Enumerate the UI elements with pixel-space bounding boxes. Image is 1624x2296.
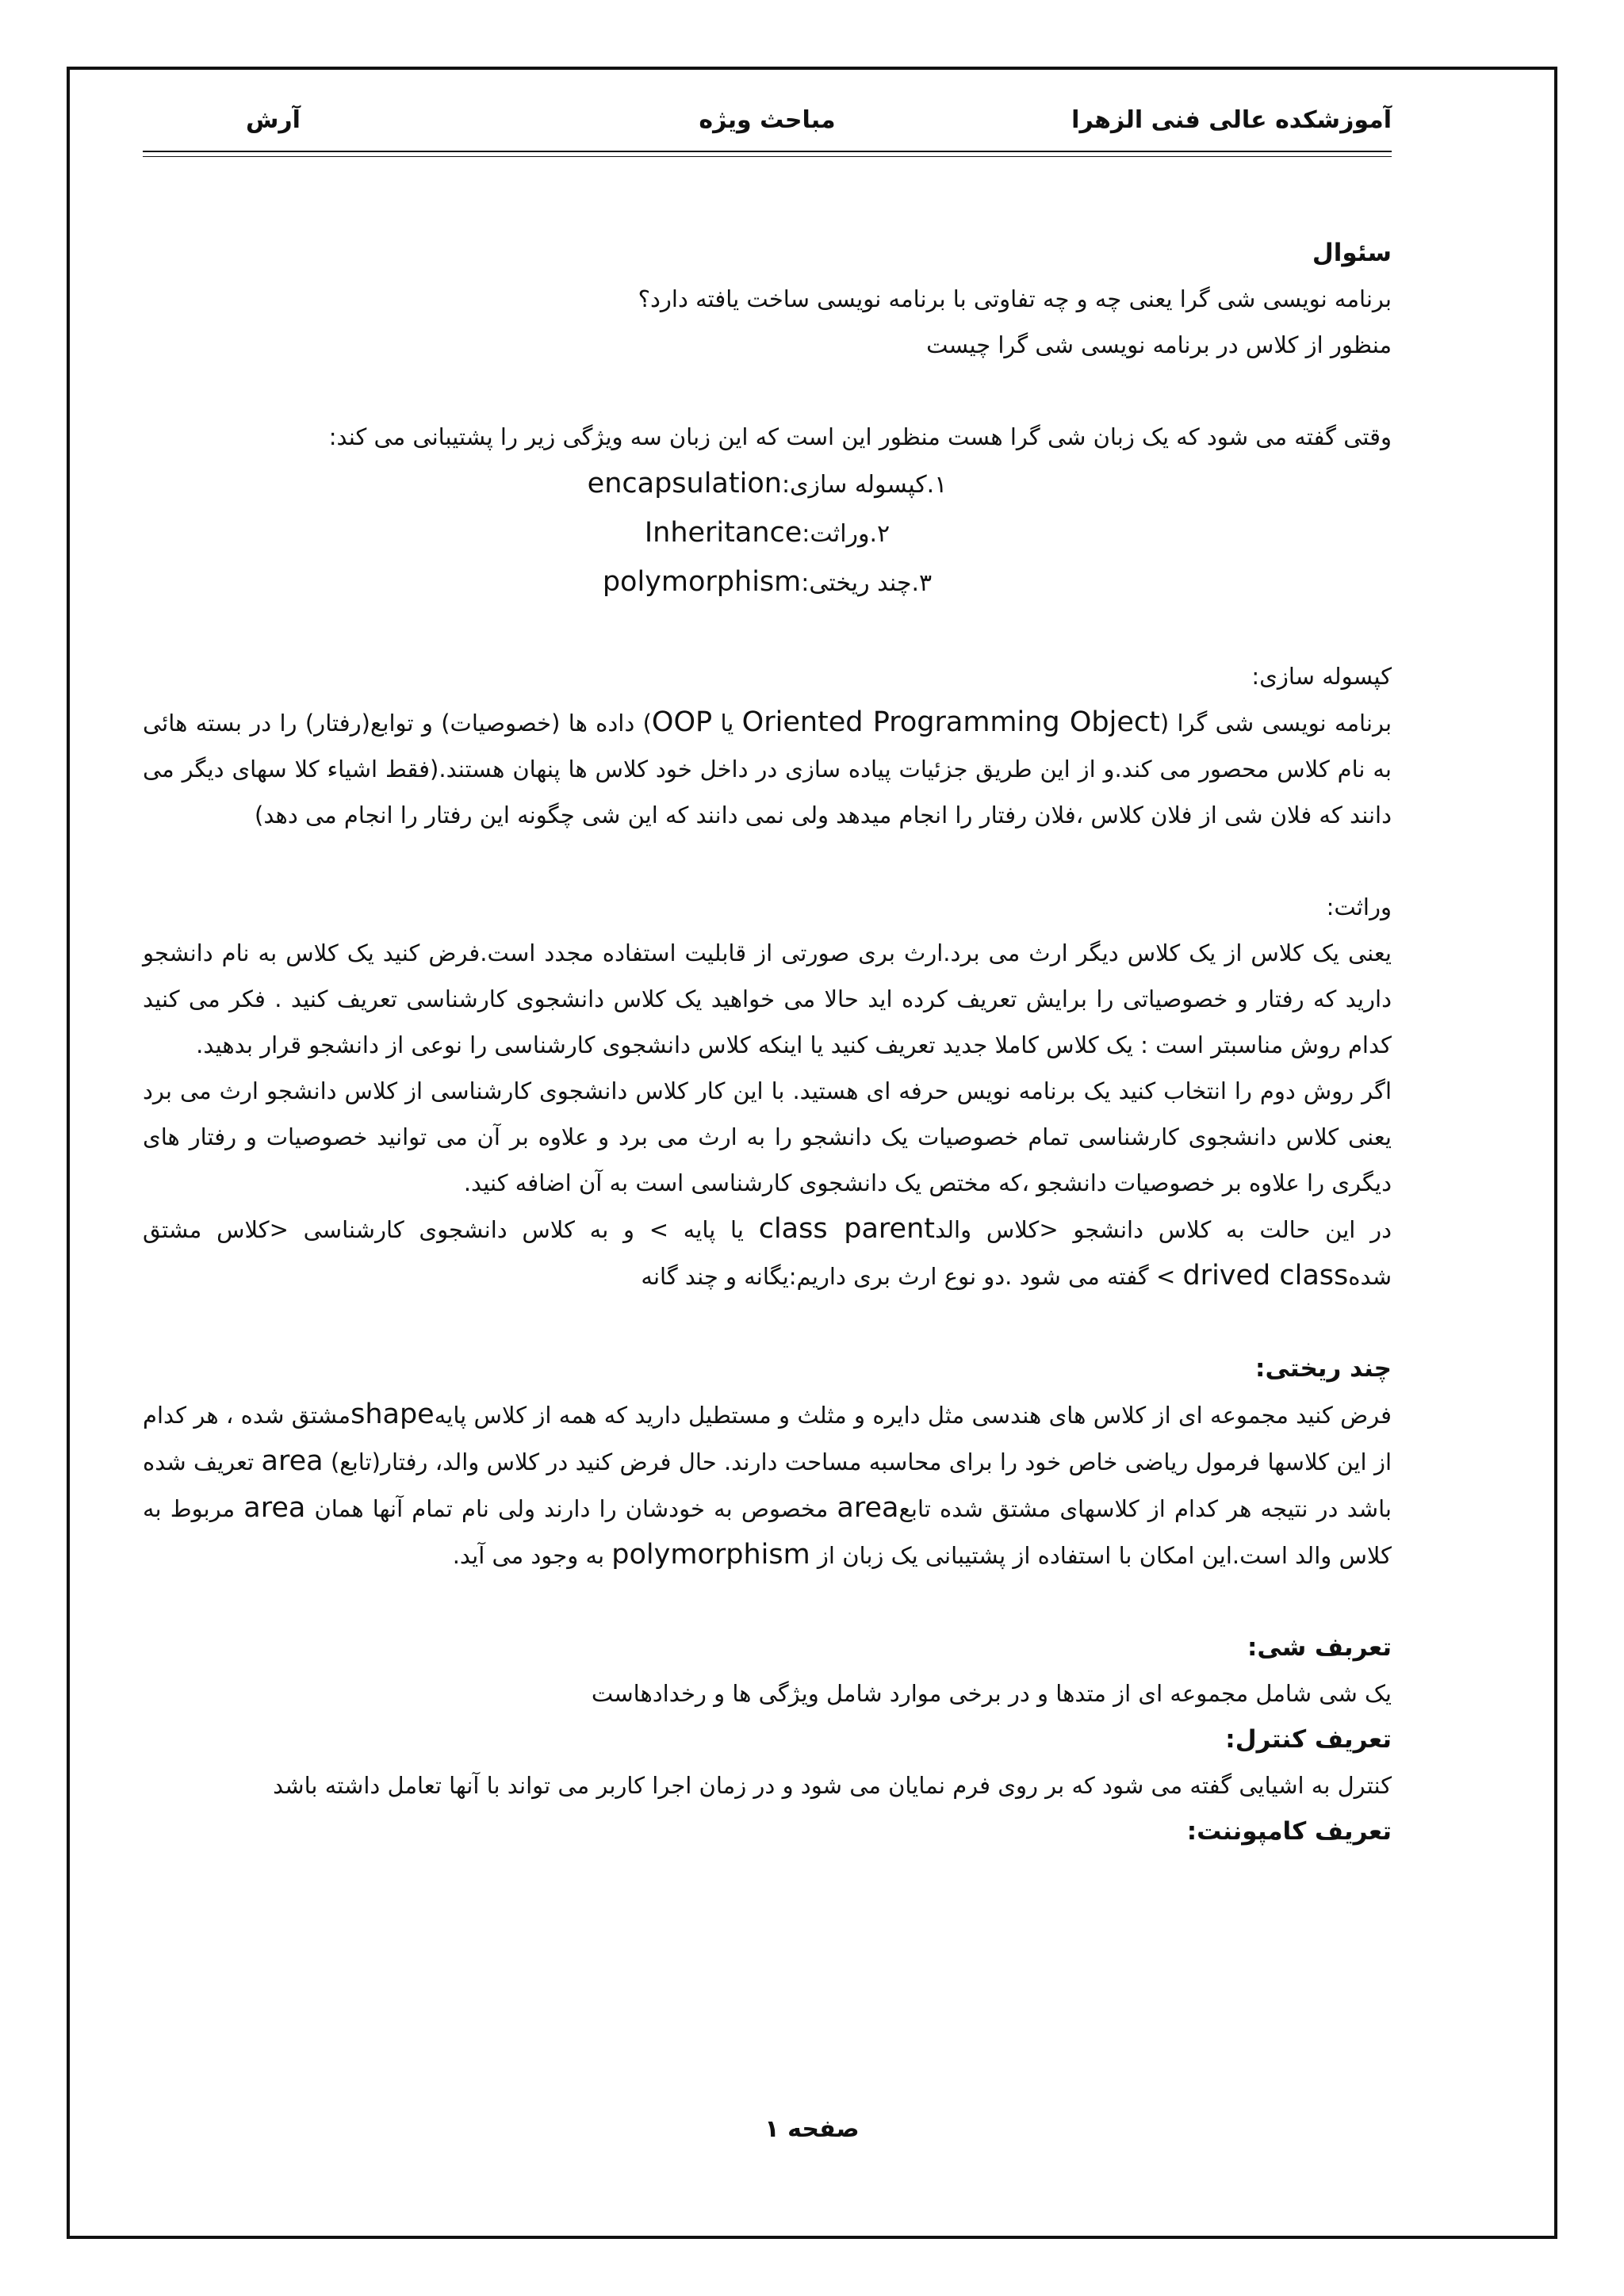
control-definition-text: کنترل به اشیایی گفته می شود که بر روی فرم نمایان می شود و در زمان اجرا کاربر می تواند با آنها تعامل داشته باشد — [273, 1772, 1392, 1799]
question-line-2: منظور از کلاس در برنامه نویسی شی گرا چیست — [926, 331, 1392, 358]
term-oop: OOP — [651, 706, 713, 738]
feature-item-polymorphism — [143, 558, 1392, 607]
inheritance-paragraph-2: اگر روش دوم را انتخاب کنید یک برنامه نویس حرفه ای هستید. با این کار کلاس دانشجوی کارشناسی از کلاس دانشجو ارث می برد یعنی کلاس دانشجوی کارشناسی تمام خصوصیات یک دانشجو را به ارث می برد و علاوه بر آن می توانید خصوصیات و رفتار های دیگری را علاوه بر خصوصیات دانشجو ،که مختص یک دانشجوی کارشناسی است به آن اضافه کنید. — [143, 1077, 1392, 1196]
feature-term: encapsulation — [587, 468, 782, 499]
spacer — [143, 1299, 1392, 1345]
inheritance-title: وراثت: — [1326, 894, 1392, 920]
document-body — [143, 230, 1392, 1854]
header-divider — [143, 151, 1392, 152]
spacer — [143, 607, 1392, 653]
polymorphism-title: چند ریختی: — [1255, 1354, 1392, 1383]
term-area: area — [837, 1492, 899, 1524]
spacer — [143, 838, 1392, 884]
feature-item-encapsulation — [143, 460, 1392, 509]
text-run: مخصوص به خودشان را دارند ولی نام تمام آنها همان — [305, 1495, 837, 1522]
term-polymorphism: polymorphism — [611, 1539, 810, 1571]
spacer — [143, 1578, 1392, 1624]
feature-term: polymorphism — [602, 566, 802, 598]
intro-paragraph: وقتی گفته می شود که یک زبان شی گرا هست منظور این است که این زبان سه ویژگی زیر را پشتیبانی می کند: — [328, 423, 1392, 450]
encapsulation-title: کپسوله سازی: — [1251, 663, 1392, 690]
term-class-parent: class parent — [758, 1213, 935, 1245]
object-definition-title: تعربف شی: — [1247, 1633, 1392, 1662]
term-area: area — [261, 1445, 324, 1477]
text-run: تعریف شده باشد در نتیجه هر کدام از کلاسهای مشتق شده تابع — [143, 1448, 1392, 1522]
text-run: مشتق شده ، هر کدام از این کلاسها فرمول ریاضی خاص خود را برای محاسبه مساحت دارند. حال فرض کنید در کلاس والد، رفتار(تابع) — [143, 1402, 1392, 1475]
feature-label: ۱.کپسوله سازی: — [781, 471, 948, 499]
term-drived-class: drived class — [1182, 1260, 1349, 1292]
text-run: یا پایه > و به کلاس دانشجوی کارشناسی <کلاس مشتق شده — [143, 1216, 1392, 1290]
feature-label: ۲.وراثت: — [802, 520, 891, 548]
term-area: area — [243, 1492, 306, 1524]
inheritance-paragraph-3 — [143, 1206, 1392, 1299]
spacer — [143, 368, 1392, 414]
component-definition-title: تعریف کامپوننت: — [1186, 1817, 1392, 1846]
control-definition-title: تعریف کنترل: — [1225, 1725, 1392, 1754]
feature-item-inheritance — [143, 509, 1392, 558]
text-run: > گفته می شود .دو نوع ارث بری داریم:یگانه و چند گانه — [641, 1263, 1183, 1290]
question-line-1: برنامه نویسی شی گرا یعنی چه و چه تفاوتی با برنامه نویسی ساخت یافته دارد؟ — [638, 285, 1392, 312]
header-divider-thin — [143, 156, 1392, 157]
header-author: آرش — [246, 106, 301, 134]
text-run: به وجود می آید. — [452, 1542, 612, 1569]
object-definition-text: یک شی شامل مجموعه ای از متدها و در برخی موارد شامل ویژگی ها و رخدادهاست — [591, 1680, 1392, 1707]
polymorphism-paragraph — [143, 1391, 1392, 1578]
header-institute: آموزشکده عالی فنی الزهرا — [1071, 106, 1392, 134]
page-number: صفحه ۱ — [764, 2115, 860, 2143]
text-run: برنامه نویسی شی گرا ( — [1159, 710, 1392, 737]
inheritance-paragraph-1: یعنی یک کلاس از یک کلاس دیگر ارث می برد.ارث بری صورتی از قابلیت استفاده مجدد است.فرض کنید یک کلاس به نام دانشجو دارید که رفتار و خصوصیاتی را برایش تعریف کرده اید حالا می خواهید یک کلاس دانشجوی کارشناسی تعریف کنید . فکر می کنید کدام روش مناسبتر است : یک کلاس کاملا جدید تعریف کنید یا اینکه کلاس دانشجوی کارشناسی را نوعی از دانشجو قرار بدهید. — [143, 939, 1392, 1058]
text-run: یا — [712, 710, 742, 737]
text-run: ) داده ها (خصوصیات) و توابع(رفتار) را در بسته هائی به نام کلاس محصور می کند.و از این طریق جزئیات پیاده سازی در داخل خود کلاس ها پنهان هستند.(فقط اشیاء کلا سهای دیگر می دانند که فلان شی از فلان کلاس ،فلان رفتار را انجام میدهد ولی نمی دانند که این شی چگونه این رفتار را انجام می دهد) — [143, 710, 1392, 828]
text-run: در این حالت به کلاس دانشجو <کلاس والد — [934, 1216, 1392, 1243]
question-title: سئوال — [1312, 239, 1392, 267]
page-header — [143, 101, 1392, 149]
encapsulation-paragraph — [143, 699, 1392, 838]
feature-term: Inheritance — [644, 517, 802, 549]
text-run: مربوط به کلاس والد است.این امکان با استفاده از پشتیبانی یک زبان از — [143, 1495, 1392, 1569]
term-shape: shape — [350, 1399, 435, 1430]
header-course: مباحث ویژه — [699, 106, 836, 134]
feature-label: ۳.چند ریختی: — [801, 569, 933, 597]
term-oop-full: Oriented Programming Object — [741, 706, 1160, 738]
text-run: فرض کنید مجموعه ای از کلاس های هندسی مثل دایره و مثلث و مستطیل دارید که همه از کلاس پایه — [434, 1402, 1392, 1429]
